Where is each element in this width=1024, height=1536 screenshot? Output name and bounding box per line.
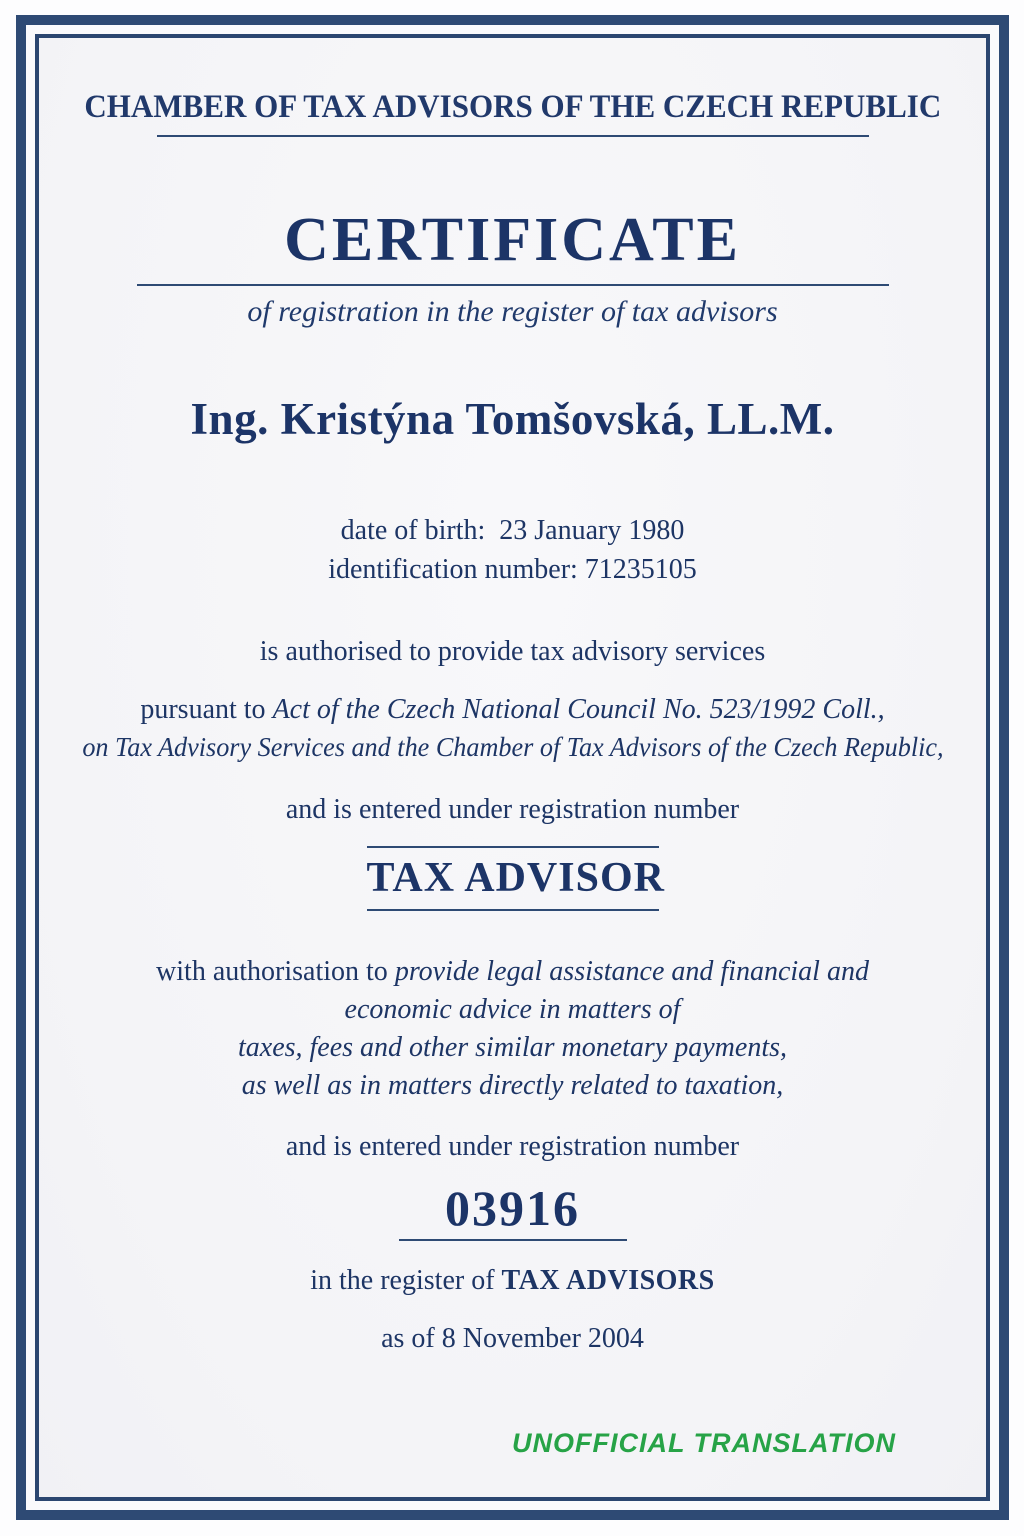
dob-label: date of birth: bbox=[340, 515, 486, 546]
authorisation-paragraph bbox=[156, 953, 869, 1105]
authorisation-line-1 bbox=[156, 953, 869, 991]
authorised-line: is authorised to provide tax advisory services bbox=[259, 636, 766, 667]
personal-details bbox=[328, 511, 697, 589]
authorisation-line-4: as well as in matters directly related to taxation, bbox=[241, 1070, 784, 1101]
authorisation-italic-1: provide legal assistance and financial and bbox=[394, 956, 869, 987]
outer-border-frame bbox=[16, 15, 1009, 1520]
issuer-heading-rule bbox=[157, 135, 869, 137]
authorisation-line-2: economic advice in matters of bbox=[344, 994, 681, 1025]
id-value: 71235105 bbox=[584, 554, 697, 585]
title-rule bbox=[137, 284, 889, 286]
act-line-2: on Tax Advisory Services and the Chamber of Tax Advisors of the Czech Republic, bbox=[81, 732, 944, 762]
unofficial-translation-watermark: UNOFFICIAL TRANSLATION bbox=[512, 1428, 896, 1458]
register-prefix: in the register of bbox=[310, 1265, 495, 1296]
issuer-heading: CHAMBER OF TAX ADVISORS OF THE CZECH REPUBLIC bbox=[84, 89, 941, 125]
profession-title: TAX ADVISOR bbox=[366, 855, 665, 901]
profession-title-block bbox=[366, 846, 665, 911]
registration-number-rule bbox=[399, 1239, 627, 1241]
inner-border-frame bbox=[35, 34, 990, 1501]
registration-number: 03916 bbox=[445, 1180, 580, 1236]
register-name: TAX ADVISORS bbox=[501, 1265, 715, 1296]
certificate-title: CERTIFICATE bbox=[284, 206, 741, 274]
identification-number-line bbox=[328, 550, 697, 589]
date-of-birth-line bbox=[328, 511, 697, 550]
pursuant-act: Act of the Czech National Council No. 523/1992 Coll., bbox=[272, 694, 885, 725]
holder-name: Ing. Kristýna Tomšovská, LL.M. bbox=[190, 394, 835, 444]
certificate-subtitle: of registration in the register of tax advisors bbox=[247, 295, 778, 328]
pursuant-prefix: pursuant to bbox=[140, 694, 266, 725]
authorisation-line-3: taxes, fees and other similar monetary payments, bbox=[237, 1032, 788, 1063]
entered-line-1: and is entered under registration number bbox=[285, 794, 740, 825]
authorisation-prefix: with authorisation to bbox=[156, 956, 388, 987]
register-line bbox=[310, 1265, 714, 1297]
entered-line-2: and is entered under registration number bbox=[285, 1131, 740, 1162]
dob-value: 23 January 1980 bbox=[499, 515, 685, 546]
id-label: identification number: bbox=[328, 554, 578, 585]
pursuant-line bbox=[140, 694, 884, 726]
as-of-date-line: as of 8 November 2004 bbox=[381, 1323, 644, 1354]
